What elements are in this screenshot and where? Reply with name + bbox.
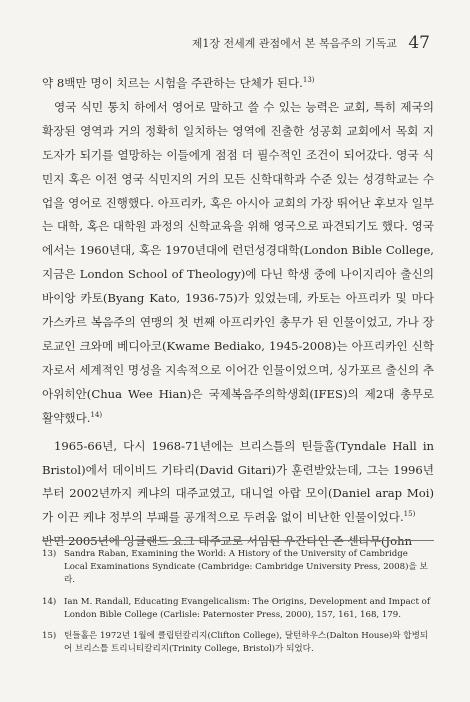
footnote-ref-15[interactable]: 15) (403, 510, 416, 519)
paragraph-4: 반면 2005년에 잉글랜드 요크 대주교로 서임된 우간다인 존 센타무(John (42, 534, 413, 549)
running-title: 제1장 전세계 관점에서 본 복음주의 기독교 (191, 37, 397, 50)
footnote-divider (42, 540, 434, 541)
footnote-number: 14) (42, 596, 57, 607)
page-number: 47 (408, 33, 430, 53)
footnote-number: 15) (42, 631, 57, 642)
footnote-ref-14[interactable]: 14) (90, 410, 103, 419)
body-text (42, 72, 434, 554)
paragraph-2: 영국 식민 통치 하에서 영어로 말하고 쓸 수 있는 능력은 교회, 특히 제국의 확장된 영역과 거의 정확히 일치하는 영역에 진출한 성공회 교회에서 목회 지도자가 되기를 열망하는 이들에게 점점 더 필수적인 조건이 되어갔다. 영국 식민지 혹은 이전 영국 식민지의 거의 모든 신학대학과 수준 있는 성경학교는 수업을 영어로 진행했다. 아프리카, 혹은 아시아 교회의 가장 뛰어난 후보자 일부는 대학, 혹은 대학원 과정의 신학교육을 위해 영국으로 파견되기도 했다. 영국에서는 1960년대, 혹은 1970년대에 런던성경대학(London Bible College, 지금은 London School of Theology)에 다닌 학생 중에 나이지리아 출신의 바이앙 카토(Byang Kato, 1936-75)가 있었는데, 카토는 아프리카 및 마다가스카르 복음주의 연맹의 첫 번째 아프리카인 총무가 된 인물이었고, 가나 장로교인 크와메 베디아코(Kwame Bediako, 1945-2008)는 아프리카인 신학자로서 세계적인 명성을 지속적으로 이어간 인물이었으며, 싱가포르 출신의 추아위히안(Chua Wee Hian)은 국제복음주의학생회(IFES)의 제2대 총무로 활약했다.$^{14)}$ (42, 99, 434, 425)
footnote-text: Sandra Raban, Examining the World: A History of the University of Cambridge Local Examinations Syndicate (Cambridge: Cambridge University Press, 2008)을 보라. (64, 549, 428, 586)
paragraph-1: 약 8백만 명이 치르는 시험을 주관하는 단체가 된다.$^{13)}$ (42, 76, 315, 90)
footnotes (42, 548, 434, 664)
running-header (0, 33, 430, 53)
footnote-13 (42, 548, 434, 588)
footnote-text: 틴들홀은 1972년 1월에 클립턴칼리지(Clifton College), 달턴하우스(Dalton House)와 합병되어 브리스틀 트리니티칼리지(Trinity College, Bristol)가 되었다. (64, 631, 429, 655)
footnote-14 (42, 596, 434, 622)
footnote-15 (42, 630, 434, 656)
footnote-text: Ian M. Randall, Educating Evangelicalism: The Origins, Development and Impact of London Bible College (Carlisle: Paternoster Press, 2000), 157, 161, 168, 179. (64, 596, 431, 620)
paragraph-3: 1965-66년, 다시 1968-71년에는 브리스틀의 틴들홀(Tyndale Hall in Bristol)에서 데이비드 기타리(David Gitari)가 훈련받았는데, 그는 1996년부터 2002년까지 케냐의 대주교였고, 대니얼 아랍 모이(Daniel arap Moi)가 이끈 케냐 정부의 부패를 공개적으로 두려움 없이 비난한 인물이었다.$^{15)}$ (42, 438, 434, 525)
footnote-ref-13[interactable]: 13) (302, 76, 315, 85)
footnote-number: 13) (42, 549, 57, 559)
